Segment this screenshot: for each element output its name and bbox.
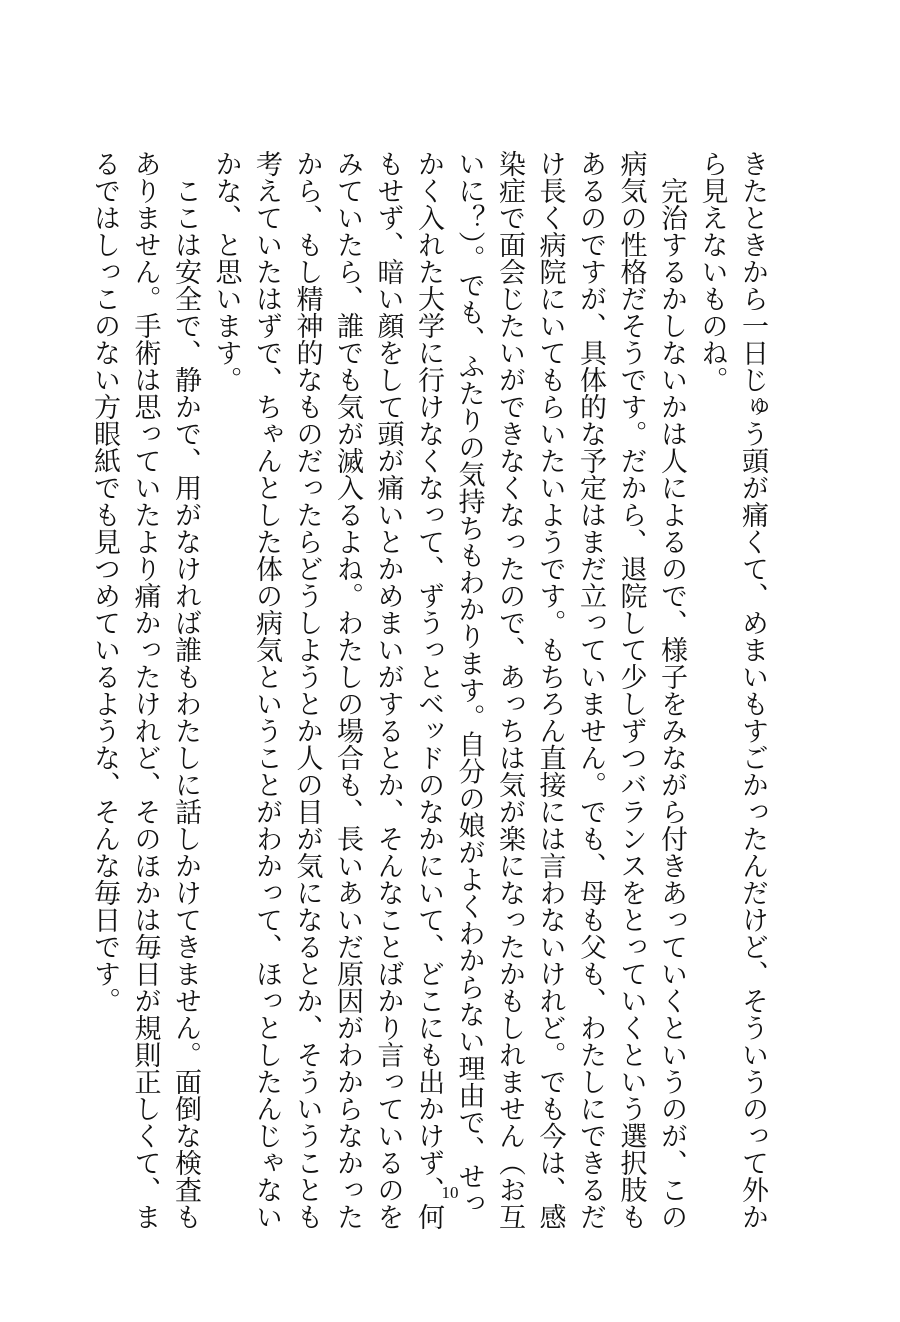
- text-line: きたときから一日じゅう頭が痛くて、めまいもすごかったんだけど、そういうのって外か: [737, 150, 768, 1230]
- text-line: 染症で面会じたいができなくなったので、あっちは気が楽になったかもしれません（お互: [494, 150, 525, 1230]
- page-number: 10: [441, 1183, 459, 1202]
- text-line: かな、と思います。: [210, 150, 242, 393]
- text-line: かく入れた大学に行けなくなって、ずうっとベッドのなかにいて、どこにも出かけず、何: [413, 150, 444, 1230]
- text-line: ここは安全で、静かで、用がなければ誰もわたしに話しかけてきません。面倒な検査も: [170, 150, 201, 1230]
- text-line: 考えていたはずで、ちゃんとした体の病気ということがわかって、ほっとしたんじゃない: [251, 150, 282, 1230]
- text-line: 完治するかしないかは人によるので、様子をみながら付きあっていくというのが、この: [656, 150, 687, 1230]
- text-line: から、もし精神的なものだったらどうしようとか人の目が気になるとか、そういうことも: [291, 150, 323, 1230]
- text-line: みていたら、誰でも気が滅入るよね。わたしの場合も、長いあいだ原因がわからなかった: [332, 150, 363, 1230]
- text-line: あるのですが、具体的な予定はまだ立っていません。でも、母も父も、わたしにできるだ: [575, 150, 606, 1230]
- text-line: いに？）。でも、ふたりの気持ちもわかります。自分の娘がよくわからない理由で、せっ: [453, 150, 485, 1217]
- text-line: ありません。手術は思っていたより痛かったけれど、そのほかは毎日が規則正しくて、ま: [129, 150, 161, 1230]
- text-line: け長く病院にいてもらいたいようです。もちろん直接には言わないけれど。でも今は、感: [534, 150, 566, 1230]
- text-line: 病気の性格だそうです。だから、退院して少しずつバランスをとっていくという選択肢も: [615, 150, 647, 1230]
- text-line: るではしっこのない方眼紙でも見つめているような、そんな毎日です。: [89, 150, 120, 1014]
- text-line: もせず、暗い顔をして頭が痛いとかめまいがするとか、そんなことばかり言っているのを: [372, 150, 404, 1230]
- text-line: ら見えないものね。: [696, 150, 728, 393]
